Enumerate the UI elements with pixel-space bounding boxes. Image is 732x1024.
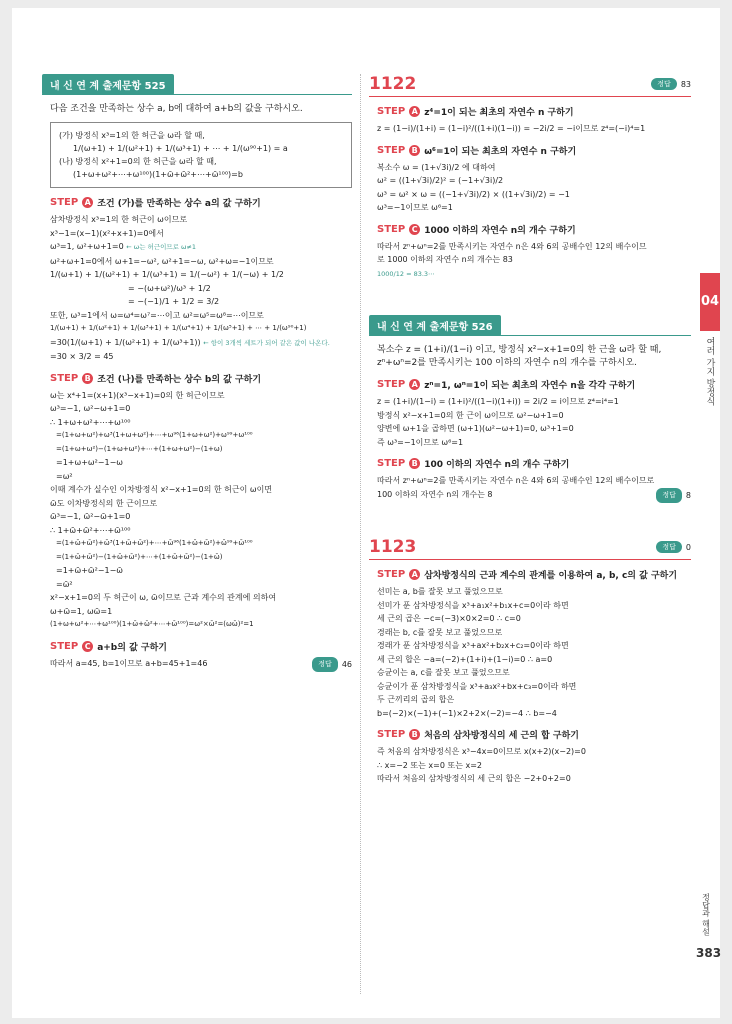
solution-line: =30 × 3/2 = 45 (50, 352, 114, 361)
problem-525-header (42, 74, 352, 95)
solution-line: =(1+ω+ω²)+ω³(1+ω+ω²)+⋯+ω⁹⁶(1+ω+ω²)+ω⁹⁹+ω¹⁰⁰ (56, 431, 253, 439)
solution-line: z = (1−i)/(1+i) = (1−i)²/((1+i)(1−i)) = −2i/2 = −i이므로 z⁴=(−i)⁴=1 (377, 124, 646, 133)
page-number: 383 (696, 946, 722, 960)
step-title: 1000 이하의 자연수 n의 개수 구하기 (424, 225, 576, 236)
solution-line: 따라서 zⁿ+ωⁿ=2를 만족시키는 자연수 n은 4와 6의 공배수인 12의 배수이므 (377, 241, 647, 251)
solution-line: 세 근의 곱은 −c=(−3)×0×2=0 ∴ c=0 (377, 614, 521, 623)
answer-pill: 정답 (656, 541, 682, 553)
step-b-header (377, 144, 691, 157)
chapter-number: 04 (700, 273, 720, 331)
solution-line: 1/(ω+1) + 1/(ω²+1) + 1/(ω³+1) = 1/(−ω²) + 1/(−ω) + 1/2 (50, 270, 284, 279)
column-divider (360, 74, 361, 994)
solution-line: =1+ω̄+ω̄²−1−ω̄ (56, 566, 123, 575)
solution-line: =ω² (56, 471, 73, 481)
left-column (42, 74, 352, 672)
solution-line: ω는 x⁴+1=(x+1)(x³−x+1)=0의 한 허근이므로 (50, 390, 225, 400)
margin-note: ← ω는 허근이므로 ω≠1 (126, 243, 197, 251)
answer-value: 83 (680, 79, 691, 89)
answer-box (656, 488, 691, 504)
solution-line: z = (1+i)/(1−i) = (1+i)²/((1−i)(1+i)) = 2i/2 = i이므로 z⁴=i⁴=1 (377, 397, 619, 406)
problem-1122-header (369, 74, 691, 97)
problem-526-question: 복소수 z = (1+i)/(1−i) 이고, 방정식 x²−x+1=0의 한 근을 ω라 할 때, zⁿ+ωⁿ=2를 만족시키는 100 이하의 자연수 n의 개수를 구하시오. (377, 345, 662, 368)
solution-line: 로 1000 이하의 자연수 n의 개수는 83 (377, 255, 513, 264)
solution-line: = −(ω+ω²)/ω³ + 1/2 (128, 283, 211, 293)
step-c-header (50, 640, 352, 653)
page-footer (696, 893, 722, 960)
solution-line: 따라서 zⁿ+ωⁿ=2를 만족시키는 자연수 n은 4와 6의 공배수인 12의 배수이므로 (377, 476, 655, 485)
footer-label: 정답과 해설 (701, 893, 711, 936)
step-title: zⁿ=1, ωⁿ=1이 되는 최초의 자연수 n을 각각 구하기 (424, 381, 636, 391)
solution-line: ω³ = ω² × ω = ((−1+√3i)/2) × ((1+√3i)/2) = −1 (377, 189, 570, 199)
step-label: STEP (50, 197, 79, 208)
answer-box (312, 657, 352, 673)
solution-line: =1+ω+ω²−1−ω (56, 458, 123, 467)
step-badge: C (409, 224, 420, 235)
solution-line: ω² = ((1+√3i)/2)² = (−1+√3i)/2 (377, 176, 504, 185)
solution-line: =ω̄² (56, 579, 73, 589)
answer-value: 8 (685, 490, 691, 500)
solution-line: =(1+ω̄+ω̄²)+ω̄³(1+ω̄+ω̄²)+⋯+ω̄⁹⁶(1+ω̄+ω̄²)+ω̄⁹⁹+ω̄¹⁰⁰ (56, 539, 253, 547)
condition-line: 1/(ω+1) + 1/(ω²+1) + 1/(ω³+1) + ⋯ + 1/(ω⁹⁰+1) = a (73, 144, 288, 153)
solution-line: ∴ 1+ω̄+ω̄²+⋯+ω̄¹⁰⁰ (50, 525, 131, 535)
step-label: STEP (377, 223, 406, 235)
solution-line: 선미가 푼 삼차방정식을 x³+a₁x²+b₁x+c=0이라 하면 (377, 600, 569, 610)
solution-line: ω³=−1이므로 ω⁶=1 (377, 203, 453, 212)
step-a-header (377, 105, 691, 118)
solution-line: 복소수 ω = (1+√3i)/2 에 대하여 (377, 162, 496, 172)
solution-line: 방정식 x²−x+1=0의 한 근이 ω이므로 ω²−ω+1=0 (377, 410, 564, 420)
problem-525-conditions (50, 122, 352, 188)
problem-525-question: 다음 조건을 만족하는 상수 a, b에 대하여 a+b의 값을 구하시오. (50, 104, 303, 114)
solution-line: x³−1=(x−1)(x²+x+1)=0에서 (50, 228, 164, 238)
solution-line: 선미는 a, b를 잘못 보고 풀었으므로 (377, 587, 503, 596)
answer-value: 0 (685, 542, 691, 552)
solution-line: =30(1/(ω+1) + 1/(ω²+1) + 1/(ω³+1)) ← 항이 3개씩 세트가 되어 같은 값이 나온다. (50, 337, 330, 347)
answer-value: 46 (341, 659, 352, 669)
step-title: a+b의 값 구하기 (97, 642, 167, 653)
solution-line: x²−x+1=0의 두 허근이 ω, ω̄이므로 근과 계수의 관계에 의하여 (50, 593, 277, 602)
step-title: 100 이하의 자연수 n의 개수 구하기 (424, 460, 570, 470)
step-label: STEP (377, 458, 406, 469)
step-badge: A (82, 197, 93, 208)
step-b-header (50, 372, 352, 385)
step-label: STEP (377, 379, 406, 390)
step-badge: A (409, 106, 420, 117)
step-badge: B (409, 729, 420, 740)
chapter-title: 여러 가지 방정식 (704, 337, 715, 406)
solution-line: 따라서 a=45, b=1이므로 a+b=45+1=46 정답 46 (50, 657, 352, 673)
solution-line: ω+ω̄=1, ωω̄=1 (50, 606, 113, 616)
step-label: STEP (377, 144, 406, 156)
step-badge: B (409, 145, 420, 156)
step-label: STEP (50, 372, 79, 384)
solution-line: 승균이는 a, c를 잘못 보고 풀었으므로 (377, 668, 510, 677)
solution-line: ω³=1, ω²+ω+1=0 ← ω는 허근이므로 ω≠1 (50, 242, 197, 251)
solution-line: 세 근의 합은 −a=(−2)+(1+i)+(1−i)=0 ∴ a=0 (377, 654, 553, 664)
step-a-header (377, 378, 691, 391)
problem-526-banner: 내 신 연 계 출제문항 526 (369, 315, 501, 336)
step-label: STEP (377, 569, 406, 580)
solution-line: =(1+ω+ω²)−(1+ω+ω²)+⋯+(1+ω+ω²)−(1+ω) (56, 444, 223, 453)
chapter-tab (700, 273, 720, 433)
solution-line: 경래는 b, c를 잘못 보고 풀었으므로 (377, 627, 503, 637)
solution-line: (1+ω+ω²+⋯+ω¹⁰⁰)(1+ω̄+ω̄²+⋯+ω̄¹⁰⁰)=ω²×ω̄²=(ωω̄)²=1 (50, 620, 254, 628)
solution-line: 즉 처음의 삼차방정식은 x³−4x=0이므로 x(x+2)(x−2)=0 (377, 747, 586, 756)
solution-line: 따라서 처음의 삼차방정식의 세 근의 합은 −2+0+2=0 (377, 774, 571, 783)
condition-line: (가) 방정식 x³=1의 한 허근을 ω라 할 때, (59, 131, 205, 140)
solution-line: 100 이하의 자연수 n의 개수는 8 정답 8 (377, 488, 691, 504)
margin-note: 1000/12 = 83.3⋯ (377, 269, 435, 278)
answer-pill: 정답 (656, 488, 682, 504)
solution-line: ∴ x=−2 또는 x=0 또는 x=2 (377, 760, 483, 770)
answer-box (656, 541, 691, 553)
step-c-header (377, 223, 691, 236)
solution-line: 삼차방정식 x³=1의 한 허근이 ω이므로 (50, 215, 188, 224)
step-title: z⁴=1이 되는 최초의 자연수 n 구하기 (424, 108, 574, 118)
solution-line: 승균이가 푼 삼차방정식을 x³+a₃x²+bx+c₃=0이라 하면 (377, 681, 577, 691)
solution-line: ω²+ω+1=0에서 ω+1=−ω², ω²+1=−ω, ω²+ω=−1이므로 (50, 256, 274, 266)
problem-526-header (369, 315, 691, 336)
step-badge: A (409, 569, 420, 580)
step-title: 처음의 삼차방정식의 세 근의 합 구하기 (424, 731, 579, 741)
step-b-header (377, 457, 691, 470)
step-label: STEP (50, 640, 79, 652)
solution-line: 두 근끼리의 곱의 합은 (377, 695, 455, 704)
solution-line: b=(−2)×(−1)+(−1)×2+2×(−2)=−4 ∴ b=−4 (377, 708, 557, 718)
step-b-header (377, 728, 691, 741)
solution-line: =(1+ω̄+ω̄²)−(1+ω̄+ω̄²)+⋯+(1+ω̄+ω̄²)−(1+ω̄) (56, 552, 223, 561)
condition-line: (나) 방정식 x²+1=0의 한 허근을 ω라 할 때, (59, 157, 217, 166)
solution-line: 즉 ω³=−1이므로 ω⁶=1 (377, 437, 464, 447)
right-column (369, 74, 691, 786)
solution-line: 이때 계수가 실수인 이차방정식 x²−x+1=0의 한 허근이 ω이면 (50, 485, 273, 494)
solution-line: ω³=−1, ω²−ω+1=0 (50, 404, 131, 413)
problem-1123-header (369, 537, 691, 560)
answer-pill: 정답 (651, 78, 677, 90)
solution-line: 양변에 ω+1을 곱하면 (ω+1)(ω²−ω+1)=0, ω³+1=0 (377, 424, 574, 433)
step-title: 조건 (나)를 만족하는 상수 b의 값 구하기 (97, 374, 262, 385)
answer-pill: 정답 (312, 657, 338, 673)
solution-line: ∴ 1+ω+ω²+⋯+ω¹⁰⁰ (50, 417, 131, 427)
condition-line: (1+ω+ω²+⋯+ω¹⁰⁰)(1+ω̄+ω̄²+⋯+ω̄¹⁰⁰)=b (73, 170, 243, 179)
step-badge: C (82, 641, 93, 652)
solution-line: 1/(ω+1) + 1/(ω²+1) + 1/(ω³+1) + 1/(ω⁴+1) + 1/(ω⁵+1) + ⋯ + 1/(ω⁹⁰+1) (50, 324, 307, 332)
step-title: 조건 (가)를 만족하는 상수 a의 값 구하기 (97, 199, 261, 209)
step-title: 삼차방정식의 근과 계수의 관계를 이용하여 a, b, c의 값 구하기 (424, 571, 678, 581)
solution-line: 또한, ω³=1에서 ω=ω⁴=ω⁷=⋯이고 ω²=ω⁵=ω⁸=⋯이므로 (50, 310, 264, 320)
step-label: STEP (377, 106, 406, 117)
problem-525-banner: 내 신 연 계 출제문항 525 (42, 74, 174, 95)
solution-line: = −(−1)/1 + 1/2 = 3/2 (128, 297, 220, 306)
margin-note: ← 항이 3개씩 세트가 되어 같은 값이 나온다. (203, 338, 330, 347)
step-badge: B (409, 458, 420, 469)
answer-box (651, 78, 691, 90)
page (12, 8, 720, 1018)
step-a-header (377, 568, 691, 581)
step-a-header (50, 196, 352, 209)
problem-number: 1123 (369, 537, 417, 557)
solution-line: ω̄도 이차방정식의 한 근이므로 (50, 498, 158, 508)
solution-line: 경래가 푼 삼차방정식을 x³+ax²+b₂x+c₂=0이라 하면 (377, 641, 569, 650)
step-label: STEP (377, 729, 406, 740)
problem-number: 1122 (369, 74, 417, 94)
step-title: ω⁶=1이 되는 최초의 자연수 n 구하기 (424, 146, 577, 157)
step-badge: B (82, 373, 93, 384)
step-badge: A (409, 379, 420, 390)
solution-line: ω̄³=−1, ω̄²−ω̄+1=0 (50, 512, 131, 521)
